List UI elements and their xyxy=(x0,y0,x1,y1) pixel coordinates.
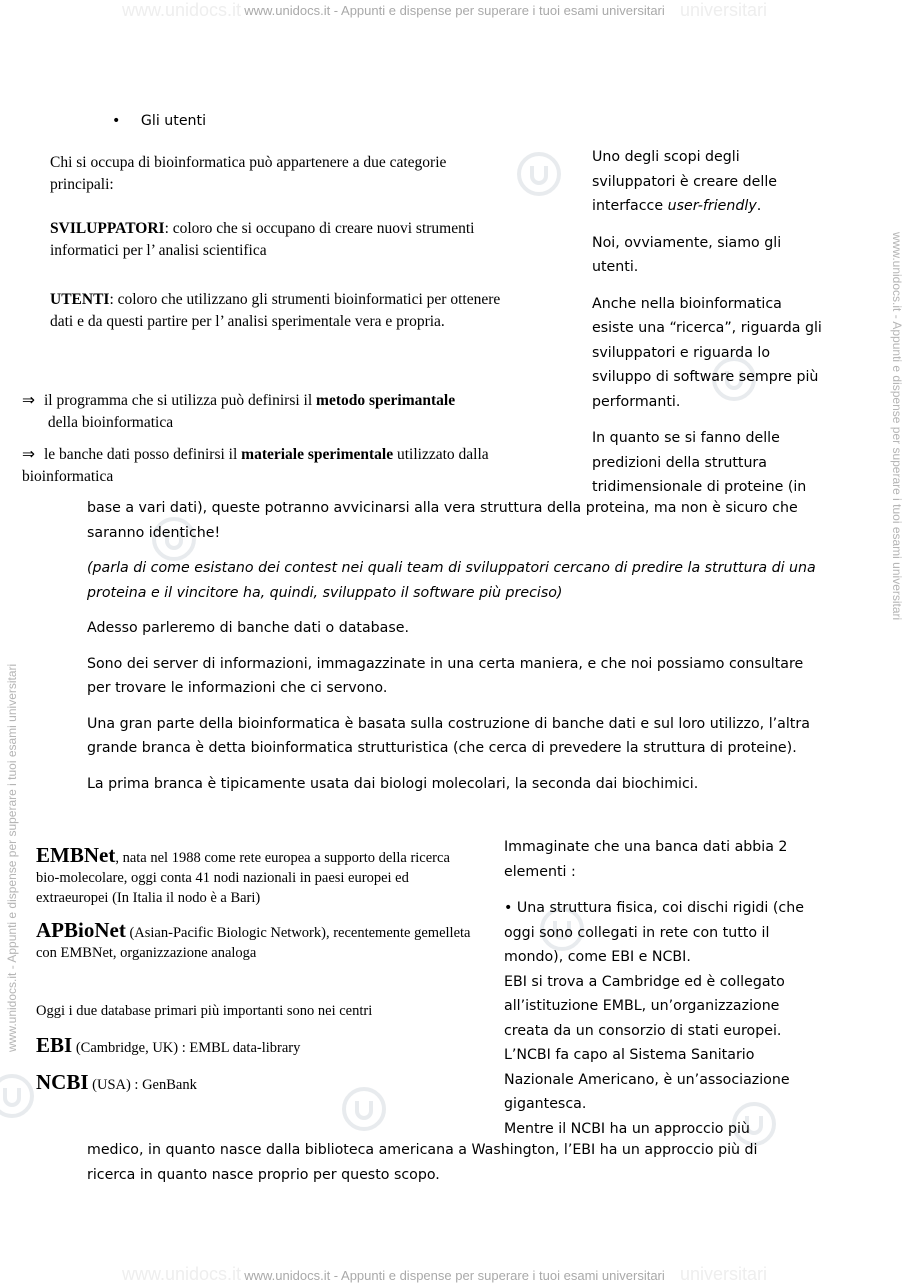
ncbi-paragraph: NCBI (USA) : GenBank xyxy=(36,1070,197,1094)
embnet-term: EMBNet xyxy=(36,843,116,867)
utenti-term: UTENTI xyxy=(50,291,110,308)
ncbi-description: L’NCBI fa capo al Sistema Sanitario Nazionale Americano, è un’associazione gigantesca. xyxy=(504,1047,790,1112)
ebi-description: EBI si trova a Cambridge ed è collegato all’istituzione EMBL, un’organizzazione creata da un consorzio di stati europei. xyxy=(504,973,785,1039)
ncbi-term: NCBI xyxy=(36,1070,89,1094)
embnet-paragraph: EMBNet, nata nel 1988 come rete europea a supporto della ricerca bio-molecolare, oggi conta 41 nodi nazionali in paesi europei ed extraeuropei (In Italia il nodo è a Bari) xyxy=(36,843,450,906)
mentre-line: Mentre il NCBI ha un approccio più xyxy=(504,1120,750,1137)
arrow-point-2 xyxy=(22,444,542,488)
first-branch-paragraph: La prima branca è tipicamente usata dai biologi molecolari, la seconda dai biochimici. xyxy=(87,775,699,792)
utenti-definition xyxy=(50,289,512,333)
italic-note: (parla di come esistano dei contest nei quali team di sviluppatori cercano di predire la struttura di una proteina e il vincitore ha, quindi, sviluppato il software più preciso) xyxy=(87,560,816,601)
ghost-watermark-left: www.unidocs.it xyxy=(122,0,242,20)
sviluppatori-term: SVILUPPATORI xyxy=(50,220,165,237)
arrow-icon: ⇒ xyxy=(22,446,35,463)
right-column-notes xyxy=(592,145,824,500)
bullet-structure-rest: oggi sono collegati in rete con tutto il mondo), come EBI e NCBI. xyxy=(504,924,770,965)
point2-bold: materiale sperimentale xyxy=(241,446,394,463)
note-utenti: Noi, ovviamente, siamo gli utenti. xyxy=(592,234,782,275)
note-predizioni: In quanto se si fanno delle predizioni della struttura tridimensionale di proteine (in xyxy=(592,430,807,495)
continuation-paragraph: base a vari dati), queste potranno avvicinarsi alla vera struttura della proteina, ma non è sicuro che saranno identiche! xyxy=(87,500,798,541)
bullet-structure-line: • Una struttura fisica, coi dischi rigidi (che xyxy=(504,900,804,916)
point1-tail: della bioinformatica xyxy=(44,414,174,431)
branches-paragraph: Una gran parte della bioinformatica è basata sulla costruzione di banche dati e sul loro utilizzo, l’altra grande branca è detta bioinformatica strutturistica (che cerca di prevedere la struttura di proteine). xyxy=(87,715,810,756)
header-watermark: www.unidocs.it - Appunti e dispense per superare i tuoi esami universitari xyxy=(244,3,665,18)
left-box-networks xyxy=(36,845,476,1095)
closing-paragraph: medico, in quanto nasce dalla biblioteca americana a Washington, l’EBI ha un approccio più di ricerca in quanto nasce proprio per questo scopo. xyxy=(87,1142,758,1183)
point2-text: le banche dati posso definirsi il xyxy=(44,446,242,463)
ghost-watermark-left-bottom: www.unidocs.it xyxy=(122,1264,242,1284)
server-paragraph: Sono dei server di informazioni, immagazzinate in una certa maniera, e che noi possiamo consultare per trovare le informazioni che ci servono. xyxy=(87,655,804,696)
right-column-elements xyxy=(504,835,822,1141)
arrow-point-1 xyxy=(22,390,542,434)
body-text xyxy=(87,496,827,796)
elements-intro: Immaginate che una banca dati abbia 2 elementi : xyxy=(504,839,788,880)
bullet: • xyxy=(112,113,121,129)
utenti-text: : coloro che utilizzano gli strumenti bioinformatici per ottenere dati e da questi partire per l’ analisi sperimentale vera e propria. xyxy=(50,291,501,330)
sviluppatori-definition xyxy=(50,218,480,262)
section-heading xyxy=(112,109,206,134)
database-paragraph: Adesso parleremo di banche dati o database. xyxy=(87,620,409,636)
apbionet-paragraph: APBioNet (Asian-Pacific Biologic Network), recentemente gemelleta con EMBNet, organizzazione analoga xyxy=(36,918,471,961)
ghost-watermark-right: universitari xyxy=(680,0,768,20)
point2-tail: utilizzato dalla bioinformatica xyxy=(22,446,489,485)
left-box-categories xyxy=(50,152,520,333)
unidocs-logo-icon xyxy=(515,150,563,198)
ebi-term: EBI xyxy=(36,1033,73,1057)
apbionet-term: APBioNet xyxy=(36,918,126,942)
right-side-watermark: www.unidocs.it - Appunti e dispense per superare i tuoi esami universitari xyxy=(890,232,904,621)
left-side-watermark: www.unidocs.it - Appunti e dispense per superare i tuoi esami universitari xyxy=(5,663,19,1052)
arrow-icon: ⇒ xyxy=(22,392,35,409)
ebi-paragraph: EBI (Cambridge, UK) : EMBL data-library xyxy=(36,1033,301,1057)
sviluppatori-text: : coloro che si occupano di creare nuovi strumenti informatici per l’ analisi scientifica xyxy=(50,220,475,259)
point1-text: il programma che si utilizza può definirsi il xyxy=(44,392,317,409)
footer-watermark: www.unidocs.it - Appunti e dispense per superare i tuoi esami universitari xyxy=(244,1268,665,1283)
note-ricerca: Anche nella bioinformatica esiste una “ricerca”, riguarda gli sviluppatori e riguarda lo sviluppo di software sempre più performanti. xyxy=(592,295,822,410)
note-user-friendly: Uno degli scopi degli sviluppatori è creare delle interfacce user-friendly. xyxy=(592,149,777,214)
unidocs-logo-icon xyxy=(0,1072,36,1120)
today-paragraph: Oggi i due database primari più importanti sono nei centri xyxy=(36,1003,373,1019)
point1-bold: metodo sperimantale xyxy=(316,392,456,409)
intro-text: Chi si occupa di bioinformatica può appartenere a due categorie principali: xyxy=(50,154,447,193)
heading-label: Gli utenti xyxy=(140,113,207,129)
ghost-watermark-right-bottom: universitari xyxy=(680,1264,768,1284)
